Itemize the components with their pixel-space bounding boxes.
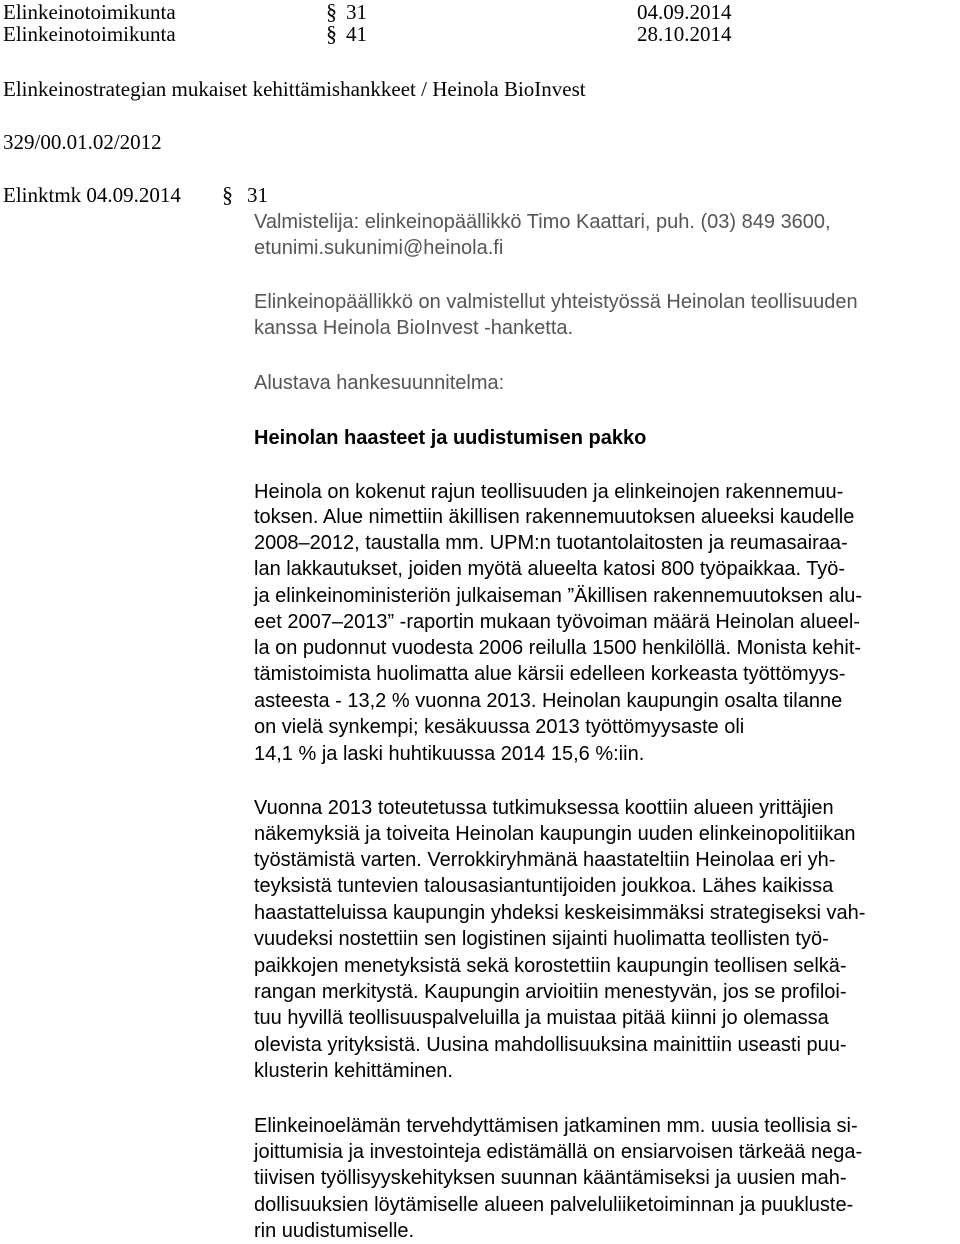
paragraph-line: 2008–2012, taustalla mm. UPM:n tuotantolaitosten ja reumasairaa- [254,532,848,554]
paragraph-line: la on pudonnut vuodesta 2006 reilulla 1500 henkilöllä. Monista kehit- [254,637,862,659]
paragraph-line: 14,1 % ja laski huhtikuussa 2014 15,6 %:iin. [254,743,645,765]
paragraph-line: lan lakkautukset, joiden myötä alueelta katosi 800 työpaikkaa. Työ- [254,558,846,580]
paragraph-line: tämistoimista huolimatta alue kärsii edelleen korkeasta työttömyys- [254,663,846,685]
paragraph-line: joittumisia ja investointeja edistämällä on ensiarvoisen tärkeää nega- [254,1141,863,1163]
section-sign-icon: § [326,21,337,46]
paragraph-line: Vuonna 2013 toteutetussa tutkimuksessa koottiin alueen yrittäjien [254,797,834,819]
paragraph-line: klusterin kehittäminen. [254,1060,453,1082]
plan-label: Alustava hankesuunnitelma: [254,372,505,394]
paragraph-line: eet 2007–2013” -raportin mukaan työvoiman määrä Heinolan alueel- [254,611,860,633]
header-number: 41 [346,22,367,46]
intro-line: Elinkeinopäällikkö on valmistellut yhteistyössä Heinolan teollisuuden [254,291,858,313]
header-row-2 [0,22,960,46]
paragraph-line: on vielä synkempi; kesäkuussa 2013 työttömyysaste oli [254,716,745,738]
paragraph-line: rangan merkitystä. Kaupungin arvioitiin menestyvän, jos se profiloi- [254,981,847,1003]
paragraph-line: työstämistä varten. Verrokkiryhmänä haastateltiin Heinolaa eri yh- [254,849,836,871]
paragraph-line: teyksistä tuntevien talousasiantuntijoiden joukkoa. Lähes kaikissa [254,875,834,897]
paragraph-line: toksen. Alue nimettiin äkillisen rakennemuutoksen alueeksi kaudelle [254,506,855,528]
intro-line: kanssa Heinola BioInvest -hanketta. [254,317,574,339]
meeting-reference [0,183,960,207]
header-body: Elinkeinotoimikunta [3,22,176,46]
record-number: 329/00.01.02/2012 [3,130,162,154]
paragraph-line: Heinola on kokenut rajun teollisuuden ja elinkeinojen rakennemuu- [254,481,844,503]
meeting-number: 31 [247,183,268,207]
paragraph-line: Elinkeinoelämän tervehdyttämisen jatkaminen mm. uusia teollisia si- [254,1115,858,1137]
header-body: Elinkeinotoimikunta [3,0,176,24]
preparer-line: Valmistelija: elinkeinopäällikkö Timo Kaattari, puh. (03) 849 3600, [254,211,831,233]
section-sign-icon: § [326,0,337,24]
meeting-body-date: Elinktmk 04.09.2014 [3,183,181,207]
header-row-1 [0,0,960,24]
header-number: 31 [346,0,367,24]
paragraph-line: dollisuuksien löytämiselle alueen palveluliiketoiminnan ja puukluste- [254,1194,854,1216]
document-title: Elinkeinostrategian mukaiset kehittämishankkeet / Heinola BioInvest [3,77,586,101]
paragraph-line: rin uudistumiselle. [254,1220,415,1242]
preparer-email: etunimi.sukunimi@heinola.fi [254,237,504,259]
paragraph-line: asteesta - 13,2 % vuonna 2013. Heinolan kaupungin osalta tilanne [254,690,843,712]
header-date: 28.10.2014 [637,22,732,46]
paragraph-line: näkemyksiä ja toiveita Heinolan kaupungin uuden elinkeinopolitiikan [254,823,856,845]
paragraph-line: tuu hyvillä teollisuuspalveluilla ja muistaa pitää kiinni jo olemassa [254,1007,829,1029]
paragraph-line: paikkojen menetyksistä sekä korostettiin kaupungin teollisen selkä- [254,955,847,977]
paragraph-line: olevista yrityksistä. Uusina mahdollisuuksina mainittiin useasti puu- [254,1034,847,1056]
paragraph-line: haastatteluissa kaupungin yhdeksi keskeisimmäksi strategiseksi vah- [254,902,866,924]
paragraph-line: tiivisen työllisyyskehityksen suunnan kääntämiseksi ja uusien mah- [254,1167,847,1189]
subheading: Heinolan haasteet ja uudistumisen pakko [254,427,647,449]
paragraph-line: ja elinkeinoministeriön julkaiseman ”Äkillisen rakennemuutoksen alu- [254,585,863,607]
paragraph-line: vuudeksi nostettiin sen logistinen sijainti huolimatta teollisten työ- [254,928,829,950]
section-sign-icon: § [222,182,233,207]
header-date: 04.09.2014 [637,0,732,24]
